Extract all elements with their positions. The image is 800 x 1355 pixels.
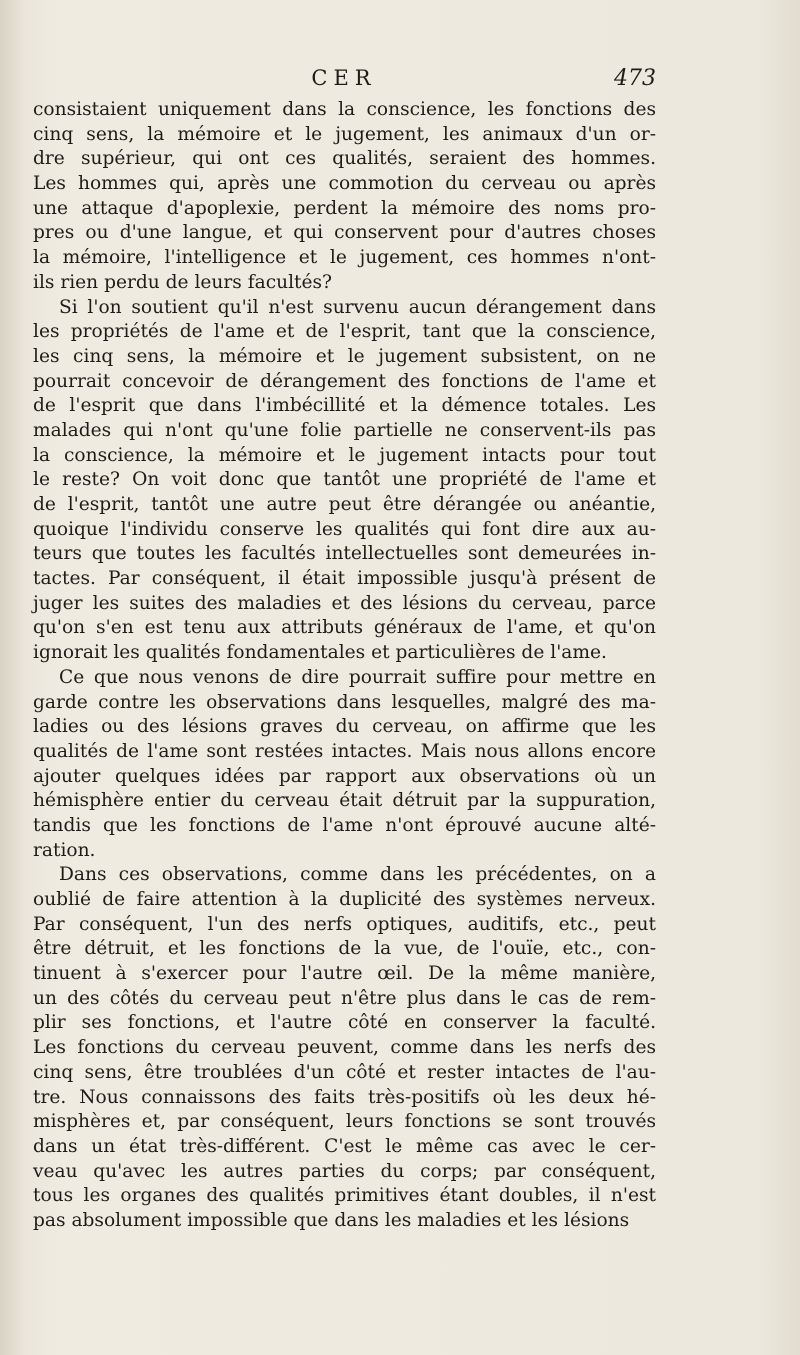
text-line: plir ses fonctions, et l'autre côté en conserver la faculté.	[33, 1012, 656, 1034]
text-line: le reste? On voit donc que tantôt une propriété de l'ame et	[33, 469, 656, 491]
text-line: juger les suites des maladies et des lésions du cerveau, parce	[33, 592, 656, 614]
text-line: la mémoire, l'intelligence et le jugement, ces hommes n'ont-	[33, 247, 656, 269]
text-line: tous les organes des qualités primitives étant doubles, il n'est	[33, 1185, 656, 1207]
text-line: veau qu'avec les autres parties du corps; par conséquent,	[33, 1160, 656, 1182]
text-line: cinq sens, être troublées d'un côté et rester intactes de l'au-	[33, 1061, 656, 1083]
text-line: Ce que nous venons de dire pourrait suffire pour mettre en	[59, 666, 656, 688]
text-line: les cinq sens, la mémoire et le jugement subsistent, on ne	[33, 345, 656, 367]
page-header	[32, 66, 656, 102]
text-line: consistaient uniquement dans la conscience, les fonctions des	[33, 99, 656, 120]
text-line: ration.	[33, 839, 96, 861]
text-line: ladies ou des lésions graves du cerveau, on affirme que les	[33, 716, 656, 738]
text-line: ajouter quelques idées par rapport aux observations où un	[33, 765, 656, 787]
text-line: être détruit, et les fonctions de la vue, de l'ouïe, etc., con-	[33, 938, 656, 960]
text-line: pres ou d'une langue, et qui conservent pour d'autres choses	[33, 222, 656, 244]
text-line: dre supérieur, qui ont ces qualités, seraient des hommes.	[33, 148, 656, 170]
text-line: dans un état très-différent. C'est le même cas avec le cer-	[33, 1135, 656, 1157]
text-line: teurs que toutes les facultés intellectuelles sont demeurées in-	[33, 543, 656, 565]
running-head: CER	[311, 66, 377, 90]
text-line: qualités de l'ame sont restées intactes. Mais nous allons encore	[33, 740, 656, 762]
body-text	[33, 98, 656, 1234]
text-line: malades qui n'ont qu'une folie partielle ne conservent-ils pas	[33, 419, 656, 441]
text-line: de l'esprit que dans l'imbécillité et la démence totales. Les	[33, 395, 656, 417]
text-line: qu'on s'en est tenu aux attributs généraux de l'ame, et qu'on	[33, 617, 656, 639]
text-line: hémisphère entier du cerveau était détruit par la suppuration,	[33, 790, 656, 812]
text-line: garde contre les observations dans lesquelles, malgré des ma-	[33, 691, 656, 713]
text-line: de l'esprit, tantôt une autre peut être dérangée ou anéantie,	[33, 494, 656, 515]
text-line: misphères et, par conséquent, leurs fonctions se sont trouvés	[33, 1111, 656, 1133]
text-line: pas absolument impossible que dans les maladies et les lésions	[33, 1209, 630, 1231]
text-line: Si l'on soutient qu'il n'est survenu aucun dérangement dans	[59, 296, 656, 318]
text-line: tandis que les fonctions de l'ame n'ont éprouvé aucune alté-	[33, 814, 656, 836]
page-number: 473	[614, 66, 656, 91]
text-line: tre. Nous connaissons des faits très-positifs où les deux hé-	[33, 1086, 656, 1108]
text-line: Dans ces observations, comme dans les précédentes, on a	[59, 864, 656, 886]
text-line: les propriétés de l'ame et de l'esprit, tant que la conscience,	[33, 321, 656, 343]
text-line: ignorait les qualités fondamentales et particulières de l'ame.	[33, 642, 607, 664]
text-line: tactes. Par conséquent, il était impossible jusqu'à présent de	[33, 568, 656, 590]
text-line: la conscience, la mémoire et le jugement intacts pour tout	[33, 444, 656, 466]
text-line: une attaque d'apoplexie, perdent la mémoire des noms pro-	[33, 197, 656, 219]
text-line: tinuent à s'exercer pour l'autre œil. De la même manière,	[33, 963, 656, 985]
text-line: oublié de faire attention à la duplicité des systèmes nerveux.	[33, 889, 656, 910]
text-line: ils rien perdu de leurs facultés?	[33, 271, 333, 293]
text-line: cinq sens, la mémoire et le jugement, les animaux d'un or-	[33, 123, 656, 145]
text-line: pourrait concevoir de dérangement des fonctions de l'ame et	[33, 370, 656, 392]
text-line: Les hommes qui, après une commotion du cerveau ou après	[33, 173, 656, 195]
text-line: Les fonctions du cerveau peuvent, comme dans les nerfs des	[33, 1037, 656, 1059]
text-line: Par conséquent, l'un des nerfs optiques, auditifs, etc., peut	[33, 913, 656, 935]
text-line: un des côtés du cerveau peut n'être plus dans le cas de rem-	[33, 987, 656, 1009]
text-line: quoique l'individu conserve les qualités qui font dire aux au-	[33, 518, 656, 540]
